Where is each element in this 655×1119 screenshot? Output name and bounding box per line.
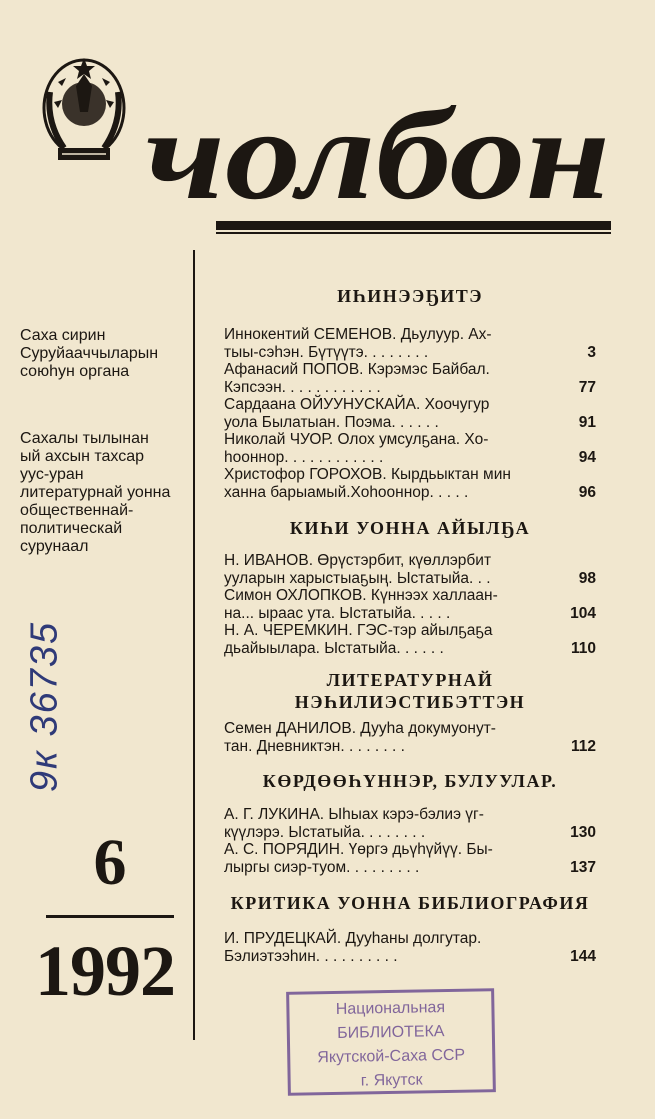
page-number: 96 (578, 483, 596, 501)
section-heading: КӨРДӨӨҺҮННЭР, БУЛУУЛАР. (262, 771, 558, 791)
entry-line: ханна барыамый.Хоһооннор. . . . . (224, 483, 469, 501)
page-number: 94 (578, 448, 596, 466)
journal-organ (20, 327, 190, 381)
toc-entry (224, 720, 596, 755)
emblem-logo (36, 52, 132, 172)
stamp-line: Якутской-Саха ССР (317, 1046, 466, 1067)
entry-line: тыы-сэһэн. Бүтүүтэ. . . . . . . . (224, 343, 429, 361)
entry-line: А. Г. ЛУКИНА. Ыһыах кэрэ-бэлиэ үг- (224, 806, 484, 823)
organ-line: союһун органа (20, 363, 130, 380)
entry-line: һооннор. . . . . . . . . . . . (224, 448, 384, 466)
toc-entry (224, 466, 596, 501)
page-number: 91 (578, 413, 596, 431)
toc-entry (224, 841, 596, 876)
page-number: 110 (570, 639, 596, 657)
page-number: 98 (578, 569, 596, 587)
toc-entry (224, 396, 596, 431)
page-number: 104 (570, 604, 596, 622)
entry-line: Иннокентий СЕМЕНОВ. Дьулуур. Ах- (224, 326, 492, 343)
page-number: 137 (570, 858, 596, 876)
description-line: ый ахсын тахсар (20, 448, 145, 465)
description-line: уус-уран (20, 466, 84, 483)
entry-line: на... ыраас ута. Ыстатыйа. . . . . (224, 604, 451, 622)
issue-number: 6 (93, 826, 127, 899)
masthead-title (145, 102, 615, 212)
entry-line: Христофор ГОРОХОВ. Кырдьыктан мин (224, 466, 511, 483)
issue-divider (46, 915, 174, 918)
description-line: политическай (20, 520, 123, 537)
organ-line: Суруйааччыларын (20, 345, 159, 362)
masthead-rule (216, 221, 611, 230)
organ-line: Саха сирин (20, 327, 106, 344)
toc-section-1 (224, 552, 596, 657)
entry-line: Н. ИВАНОВ. Өрүстэрбит, күөллэрбит (224, 552, 492, 569)
stamp-line: г. Якутск (360, 1071, 423, 1090)
entry-line: лыргы сиэр-туом. . . . . . . . . (224, 858, 420, 876)
stamp-line: Национальная (335, 999, 446, 1018)
description-line: литературнай уонна (20, 484, 171, 501)
page-number: 77 (578, 378, 596, 396)
page-number: 112 (570, 737, 596, 755)
entry-line: күүлэрэ. Ыстатыйа. . . . . . . . (224, 823, 426, 841)
entry-line: Афанасий ПОПОВ. Кэрэмэс Байбал. (224, 361, 490, 378)
entry-line: Кэпсээн. . . . . . . . . . . . (224, 378, 381, 396)
accession-number: 9к 36735 (23, 620, 66, 793)
toc-section-4 (224, 930, 596, 965)
toc-section-0 (224, 326, 596, 501)
entry-line: Симон ОХЛОПКОВ. Күннээх халлаан- (224, 587, 498, 604)
entry-line: ууларын харыстыаҕың. Ыстатыйа. . . (224, 569, 491, 587)
description-line: общественнай- (20, 502, 134, 519)
description-line: Сахалы тылынан (20, 430, 149, 447)
toc-entry (224, 806, 596, 841)
entry-line: И. ПРУДЕЦКАЙ. Дууһаны долгутар. (224, 930, 482, 947)
toc-entry (224, 622, 596, 657)
entry-line: Н. А. ЧЕРЕМКИН. ГЭС-тэр айылҕаҕа (224, 622, 493, 639)
toc-section-3 (224, 806, 596, 876)
accession-mark (20, 590, 66, 820)
toc-entry (224, 552, 596, 587)
section-heading: ЛИТЕРАТУРНАЙ НЭҺИЛИЭСТИБЭТТЭН (294, 670, 526, 712)
section-heading: ИҺИНЭЭҔИТЭ (337, 286, 483, 306)
entry-line: уола Былатыан. Поэма. . . . . . (224, 413, 439, 431)
masthead-rule-thin (216, 232, 611, 234)
entry-line: Николай ЧУОР. Олох умсулҕана. Хо- (224, 431, 489, 448)
column-divider (193, 250, 195, 1040)
masthead-text: чолбон (145, 102, 610, 212)
toc-entry (224, 587, 596, 622)
page-number: 144 (570, 947, 596, 965)
library-stamp (286, 988, 496, 1096)
description-line: сурунаал (20, 538, 89, 555)
entry-line: Бэлиэтээһин. . . . . . . . . . (224, 947, 398, 965)
toc-entry (224, 326, 596, 361)
page-number: 130 (570, 823, 596, 841)
entry-line: тан. Дневниктэн. . . . . . . . (224, 737, 405, 755)
page-number: 3 (587, 343, 596, 361)
toc-entry (224, 930, 596, 965)
toc-entry (224, 431, 596, 466)
toc-entry (224, 361, 596, 396)
entry-line: дьайыылара. Ыстатыйа. . . . . . (224, 639, 444, 657)
issue-year: 1992 (35, 931, 175, 1011)
entry-line: Сардаана ОЙУУНУСКАЙА. Хоочугур (224, 396, 490, 413)
section-heading: КРИТИКА УОННА БИБЛИОГРАФИЯ (230, 893, 590, 913)
toc-section-2 (224, 720, 596, 755)
entry-line: А. С. ПОРЯДИН. Үөргэ дьүһүйүү. Бы- (224, 841, 493, 858)
entry-line: Семен ДАНИЛОВ. Дууһа докумуонут- (224, 720, 496, 737)
section-heading: КИҺИ УОННА АЙЫЛҔА (289, 518, 531, 538)
stamp-line: БИБЛИОТЕКА (336, 1023, 445, 1042)
journal-description (20, 430, 190, 556)
